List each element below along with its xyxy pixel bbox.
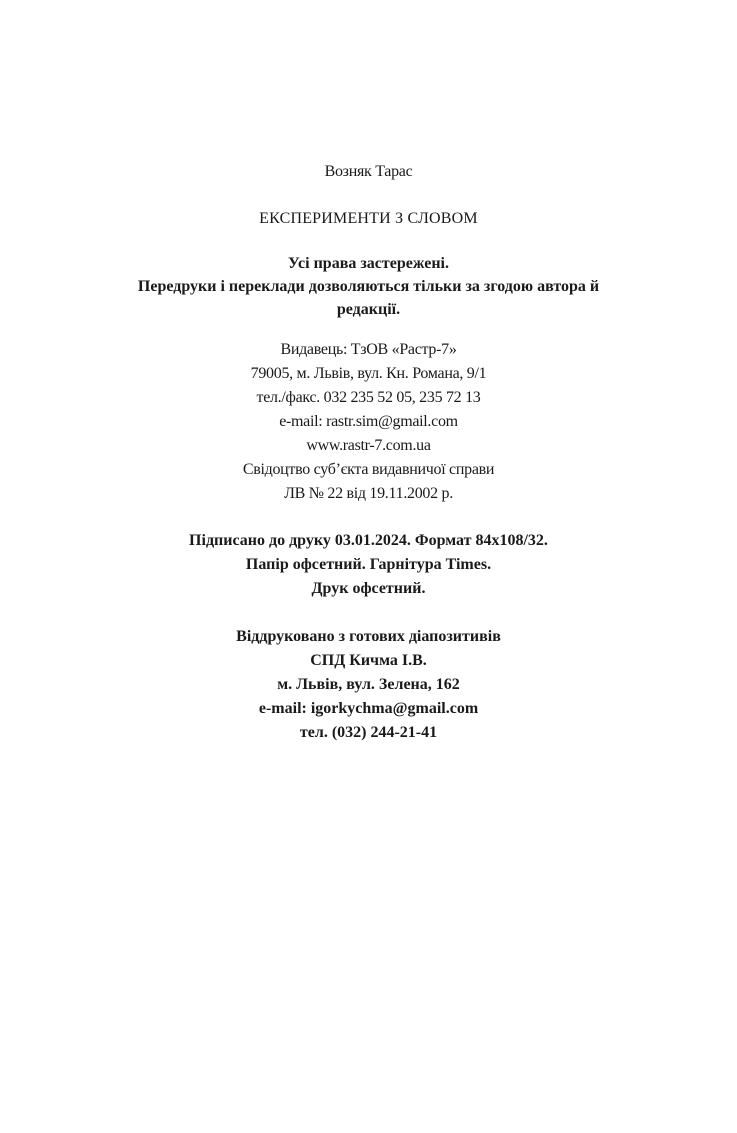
- publisher-address: 79005, м. Львів, вул. Кн. Романа, 9/1: [250, 365, 487, 382]
- publisher-email: e-mail: rastr.sim@gmail.com: [279, 413, 458, 430]
- publisher-phone: тел./факс. 032 235 52 05, 235 72 13: [256, 389, 481, 406]
- rights-line: Передруки і переклади дозволяються тільки за згодою автора й: [137, 278, 600, 295]
- rights-line: Усі права застережені.: [288, 255, 449, 272]
- printer-name: СПД Кичма І.В.: [310, 652, 427, 669]
- printer-note: Віддруковано з готових діапозитивів: [236, 628, 501, 645]
- print-paper-font: Папір офсетний. Гарнітура Times.: [245, 556, 492, 573]
- author-name: Возняк Тарас: [324, 163, 413, 180]
- printer-email: e-mail: igorkychma@gmail.com: [258, 700, 479, 717]
- book-title: ЕКСПЕРИМЕНТИ З СЛОВОМ: [259, 210, 478, 227]
- printer-phone: тел. (032) 244-21-41: [299, 724, 438, 741]
- printer-address: м. Львів, вул. Зелена, 162: [277, 676, 460, 693]
- rights-line: редакції.: [336, 301, 401, 318]
- publisher-name: Видавець: ТзОВ «Растр-7»: [280, 341, 457, 358]
- print-method: Друк офсетний.: [311, 580, 426, 597]
- print-signed-format: Підписано до друку 03.01.2024. Формат 84x108/32.: [189, 532, 548, 549]
- publisher-certificate: Свідоцтво суб’єкта видавничої справи: [242, 461, 495, 478]
- publisher-website: www.rastr-7.com.ua: [306, 437, 431, 454]
- publisher-certificate-number: ЛВ № 22 від 19.11.2002 р.: [284, 485, 453, 502]
